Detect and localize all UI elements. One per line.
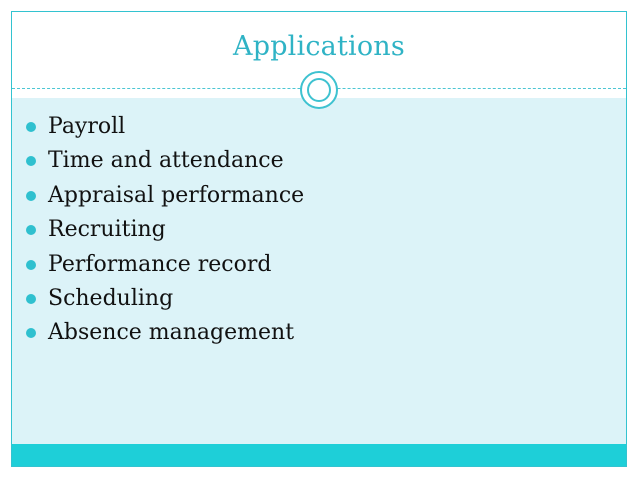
circle-ornament-inner-icon bbox=[307, 78, 331, 102]
bullet-text: Payroll bbox=[48, 114, 126, 139]
footer-bar bbox=[12, 444, 626, 466]
bullet-text: Time and attendance bbox=[48, 148, 284, 174]
bullet-text: Performance record bbox=[48, 251, 272, 277]
bullet-text: Appraisal performance bbox=[48, 182, 305, 208]
bullet-text: Absence management bbox=[48, 320, 295, 346]
bullet-dot-icon bbox=[26, 122, 36, 132]
bullet-dot-icon bbox=[26, 294, 36, 304]
bullet-text: Scheduling bbox=[48, 285, 174, 311]
bullet-text: Recruiting bbox=[48, 217, 166, 243]
slide bbox=[11, 11, 627, 467]
bullet-dot-icon bbox=[26, 191, 36, 201]
bullet-dot-icon bbox=[26, 260, 36, 270]
slide-title: Applications bbox=[233, 31, 405, 62]
circle-ornament-icon bbox=[300, 71, 338, 109]
